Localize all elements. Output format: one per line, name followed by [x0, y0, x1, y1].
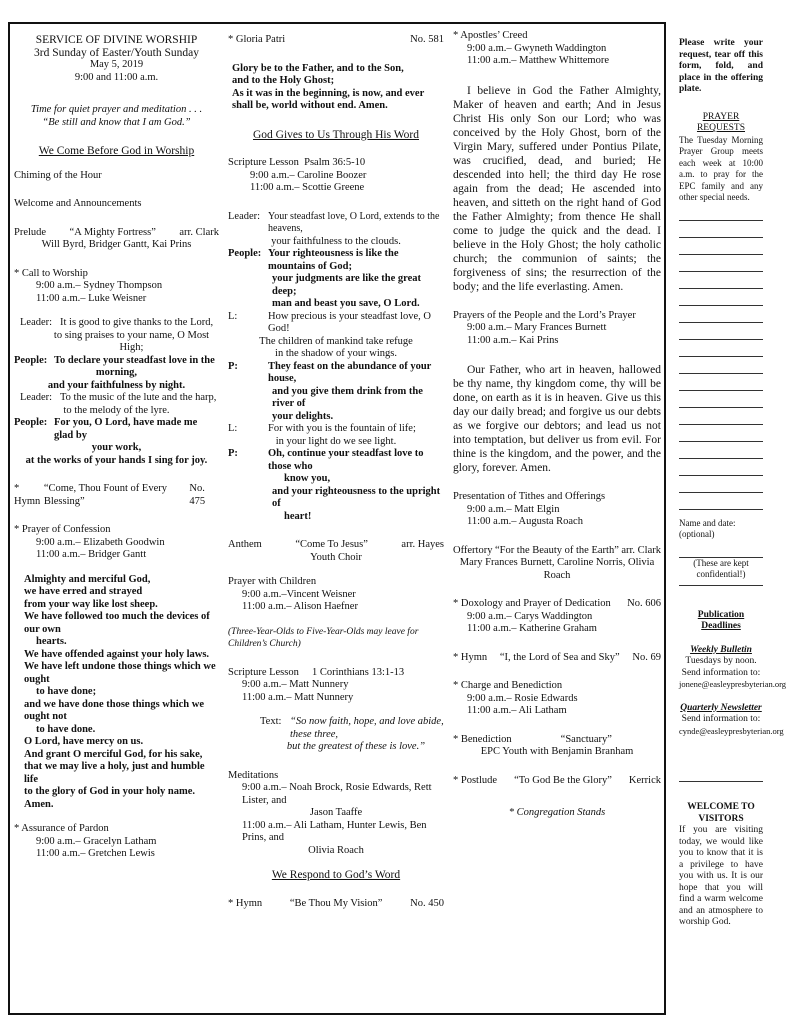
offertory-row: Offertory “For the Beauty of the Earth” arr. Clark — [453, 544, 661, 556]
psalm-people-3: P: Oh, continue your steadfast love to those who — [228, 448, 424, 472]
s2-900: 9:00 a.m.– Matt Nunnery — [242, 679, 349, 690]
call-900: 9:00 a.m.– Sydney Thompson — [36, 280, 163, 291]
people-response-2: People: For you, O Lord, have made me glad by — [14, 417, 198, 441]
weekly-bulletin-email[interactable]: jonene@easleypresbyterian.org — [679, 679, 786, 689]
d-1100: 11:00 a.m.– Katherine Graham — [467, 623, 597, 634]
postlude-row: * Postlude “To God Be the Glory” Kerrick — [453, 774, 661, 786]
confession-text: Almighty and merciful God, we have erred and strayed from your way like lost sheep. We have followed too much the devices of our own hearts. We have offended against your holy laws. We have left undone those things which we ought to have done; and we have done those things which we ought not to have done. O Lord, have mercy on us. And grant O merciful God, for his sake, that we may live a holy, just and humble life to the glory of God in your holy name. Amen. — [24, 573, 216, 810]
people-response-1: People: To declare your steadfast love in the — [14, 354, 215, 366]
chiming-of-hour: Chiming of the Hour — [14, 169, 102, 181]
prelude-performers: Will Byrd, Bridger Gantt, Kai Prins — [41, 239, 192, 250]
conf-1100: 11:00 a.m.– Bridger Gantt — [36, 549, 147, 560]
lords-prayer-text: Our Father, who art in heaven, hallowed be thy name, thy kingdom come, thy will be done, on earth as it is in heaven. Give us this day our daily bread; and forgive us our debts as we forgive our debtors; and lead us not into temptation, but deliver us from evil. For thine is the kingdom, and the power, and the glory, forever. Amen. — [453, 364, 661, 474]
scripture-lesson-1: Scripture Lesson Psalm 36:5-10 — [228, 157, 366, 168]
psalm-people-3b: know you, — [284, 473, 331, 484]
psalm-people-2b: and you give them drink from the river of — [272, 385, 423, 409]
children-church-note: (Three-Year-Olds to Five-Year-Olds may leave for Children’s Church) — [228, 626, 419, 649]
call-to-worship-label: * Call to Worship — [14, 267, 88, 279]
gloria-text: Glory be to the Father, and to the Son, and to the Holy Ghost; As it was in the beginning, is now, and ever shall be, world without end. Amen. — [232, 62, 425, 111]
tearoff-instructions: Please write your request, tear off this form, fold, and place in the offering plate. — [679, 38, 763, 94]
section-heading-word: God Gives to Us Through His Word — [252, 128, 420, 141]
welcome-heading-2: VISITORS — [698, 813, 744, 824]
gloria-row: * Gloria Patri No. 581 — [228, 34, 444, 45]
creed-label: * Apostles’ Creed — [453, 30, 528, 41]
pardon-1100: 11:00 a.m.– Gretchen Lewis — [36, 848, 155, 859]
psalm-leader-1b: your faithfulness to the clouds. — [271, 235, 401, 247]
psalm-people-3c: and your righteousness to the upright of — [272, 485, 441, 509]
people-response-1b: morning, — [95, 367, 138, 378]
med-900b: Jason Taaffe — [309, 807, 363, 818]
congregation-stands-note: * Congregation Stands — [508, 807, 606, 818]
prelude-label: Prelude — [14, 226, 47, 238]
prayers-label: Prayers of the People and the Lord’s Prayer — [453, 309, 636, 321]
scr-1100: 11:00 a.m.– Scottie Greene — [250, 182, 365, 193]
anthem-choir: Youth Choir — [310, 551, 362, 563]
scr-900: 9:00 a.m.– Caroline Boozer — [250, 169, 367, 181]
apostles-creed-text: I believe in God the Father Almighty, Maker of heaven and earth; And in Jesus Christ His only Son our Lord; who was conceived by the Holy Ghost, born of the Virgin Mary, suffered under Pontius Pilate, was crucified, dead, and buried; He descended into hell; the third day He rose again from the dead; He ascended into heaven, and sitteth on the right hand of God the Father Almighty; from thence He shall come to judge the quick and the dead. I believe in the Holy Ghost; the holy catholic church; the communion of saints; the forgiveness of sins; the resurrection of the body; and the life everlasting. Amen. — [453, 84, 661, 293]
d-900: 9:00 a.m.– Carys Waddington — [467, 610, 593, 622]
prelude-arranger: arr. Clark — [179, 226, 219, 238]
c-900: 9:00 a.m.– Rosie Edwards — [467, 692, 578, 704]
creed-1100: 11:00 a.m.– Matthew Whittemore — [467, 55, 610, 66]
leader-response-1: Leader: It is good to give thanks to the Lord, — [20, 317, 214, 328]
weekly-bulletin-send: Send information to: — [681, 667, 761, 678]
column-1 — [14, 34, 219, 861]
t-1100: 11:00 a.m.– Augusta Roach — [467, 516, 583, 527]
weekly-bulletin-deadline: Tuesdays by noon. — [685, 656, 757, 666]
column-3 — [453, 30, 661, 820]
quiet-prayer-quote: “Be still and know that I am God.” — [42, 116, 191, 128]
divider — [679, 585, 763, 586]
psalm-people-2c: your delights. — [272, 410, 334, 422]
welcome-text: If you are visiting today, we would like you to know that it is a privilege to have you with us. It is our hope that you will find a warm welcome and an atmosphere to worship God. — [679, 825, 763, 927]
people-response-2b: your work, — [91, 442, 142, 453]
prayer-requests-heading: PRAYER REQUESTS — [696, 111, 746, 133]
psalm-people-1b: your judgments are like the great deep; — [272, 273, 422, 297]
welcome-announcements: Welcome and Announcements — [14, 198, 142, 209]
confidential-note: (These are kept confidential!) — [693, 557, 749, 579]
quarterly-newsletter-heading: Quarterly Newsletter — [680, 702, 762, 713]
s2-1100: 11:00 a.m.– Matt Nunnery — [242, 691, 354, 703]
quiet-prayer-line: Time for quiet prayer and meditation . . . — [30, 104, 203, 115]
people-response-2c: at the works of your hands I sing for joy. — [25, 454, 208, 466]
scripture-lesson-2: Scripture Lesson 1 Corinthians 13:1-13 — [228, 666, 405, 678]
psalm-leader-2: L: How precious is your steadfast love, O God! — [228, 310, 432, 334]
section-heading-respond: We Respond to God’s Word — [271, 869, 401, 881]
publication-deadlines-heading: Publication Deadlines — [697, 609, 745, 631]
divider-2 — [679, 781, 763, 782]
prayer-request-lines[interactable] — [679, 204, 763, 510]
call-1100: 11:00 a.m.– Luke Weisner — [36, 292, 147, 304]
weekly-bulletin-heading: Weekly Bulletin — [690, 644, 752, 655]
ch-900: 9:00 a.m.–Vincent Weisner — [242, 588, 356, 600]
welcome-heading-1: WELCOME TO — [687, 802, 755, 812]
prayer-with-children-label: Prayer with Children — [228, 576, 317, 587]
section-heading-worship: We Come Before God in Worship — [38, 145, 195, 157]
pardon-label: * Assurance of Pardon — [14, 823, 109, 834]
psalm-people-2: P: They feast on the abundance of your house, — [228, 360, 432, 384]
column-4-tearoff — [679, 38, 786, 929]
prayer-requests-text: The Tuesday Morning Prayer Group meets each week at 10:00 a.m. to pray for the EPC family and any other special needs. — [679, 134, 763, 202]
pr-1100: 11:00 a.m.– Kai Prins — [467, 334, 559, 346]
prelude-title: “A Mighty Fortress” — [69, 226, 156, 238]
med-1100: 11:00 a.m.– Ali Latham, Hunter Lewis, Ben Prins, and — [242, 819, 427, 843]
sermon-text: Text: “So now faith, hope, and love abide, these three, — [260, 716, 444, 740]
benediction-performers: EPC Youth with Benjamin Branham — [480, 746, 634, 757]
t-900: 9:00 a.m.– Matt Elgin — [467, 503, 560, 515]
doxology-row: * Doxology and Prayer of Dedication No. 606 — [453, 598, 661, 609]
quarterly-newsletter-email[interactable]: cynde@easleypresbyterian.org — [679, 725, 784, 736]
pardon-900: 9:00 a.m.– Gracelyn Latham — [36, 835, 157, 847]
psalm-leader-3b: in your light do we see light. — [275, 435, 397, 447]
anthem-row: Anthem “Come To Jesus” arr. Hayes — [228, 539, 444, 550]
leader-response-2b: to the melody of the lyre. — [63, 404, 170, 416]
service-date: May 5, 2019 — [89, 59, 144, 70]
people-response-1c: and your faithfulness by night. — [47, 379, 186, 391]
hymn-475-row: * Hymn “Come, Thou Fount of Every Blessing” No. 475 — [14, 483, 206, 507]
meditations-label: Meditations — [228, 769, 279, 781]
quarterly-newsletter-send: Send information to: — [681, 714, 761, 724]
tithes-label: Presentation of Tithes and Offerings — [453, 491, 606, 502]
hymn-69-row: * Hymn “I, the Lord of Sea and Sky” No. 69 — [453, 651, 661, 663]
name-date-label: Name and date: (optional) — [679, 517, 736, 539]
psalm-leader-1: Leader: Your steadfast love, O Lord, extends to the heavens, — [228, 210, 440, 234]
offertory-performers: Mary Frances Burnett, Caroline Norris, Olivia Roach — [459, 557, 655, 581]
confession-label: * Prayer of Confession — [14, 524, 111, 535]
psalm-people-1c: man and beast you save, O Lord. — [272, 298, 420, 309]
service-title: SERVICE OF DIVINE WORSHIP — [35, 34, 198, 46]
c-1100: 11:00 a.m.– Ali Latham — [467, 705, 567, 716]
prelude-row — [14, 227, 219, 240]
hymn-450-row: * Hymn “Be Thou My Vision” No. 450 — [228, 897, 444, 909]
benediction-row: * Benediction “Sanctuary” — [453, 733, 612, 745]
charge-label: * Charge and Benediction — [453, 680, 563, 691]
pr-900: 9:00 a.m.– Mary Frances Burnett — [467, 322, 607, 333]
sermon-text-b: but the greatest of these is love.” — [286, 741, 426, 752]
leader-response-2: Leader: To the music of the lute and the harp, — [20, 392, 217, 403]
service-subtitle: 3rd Sunday of Easter/Youth Sunday — [34, 46, 199, 59]
column-2 — [228, 34, 444, 910]
name-date-line[interactable] — [679, 541, 763, 558]
service-times: 9:00 and 11:00 a.m. — [74, 71, 159, 83]
conf-900: 9:00 a.m.– Elizabeth Goodwin — [36, 536, 165, 548]
psalm-people-1: People: Your righteousness is like the mountains of God; — [228, 248, 399, 272]
med-1100b: Olivia Roach — [308, 844, 364, 856]
med-900: 9:00 a.m.– Noah Brock, Rosie Edwards, Rett Lister, and — [242, 782, 432, 806]
ch-1100: 11:00 a.m.– Alison Haefner — [242, 601, 358, 612]
psalm-leader-3: L: For with you is the fountain of life; — [228, 423, 416, 434]
leader-response-1b: to sing praises to your name, O Most High; — [53, 329, 210, 353]
psalm-people-3d: heart! — [284, 510, 312, 522]
psalm-leader-2b: The children of mankind take refuge — [259, 335, 413, 347]
creed-900: 9:00 a.m.– Gwyneth Waddington — [467, 42, 607, 54]
psalm-leader-2c: in the shadow of your wings. — [275, 348, 397, 359]
